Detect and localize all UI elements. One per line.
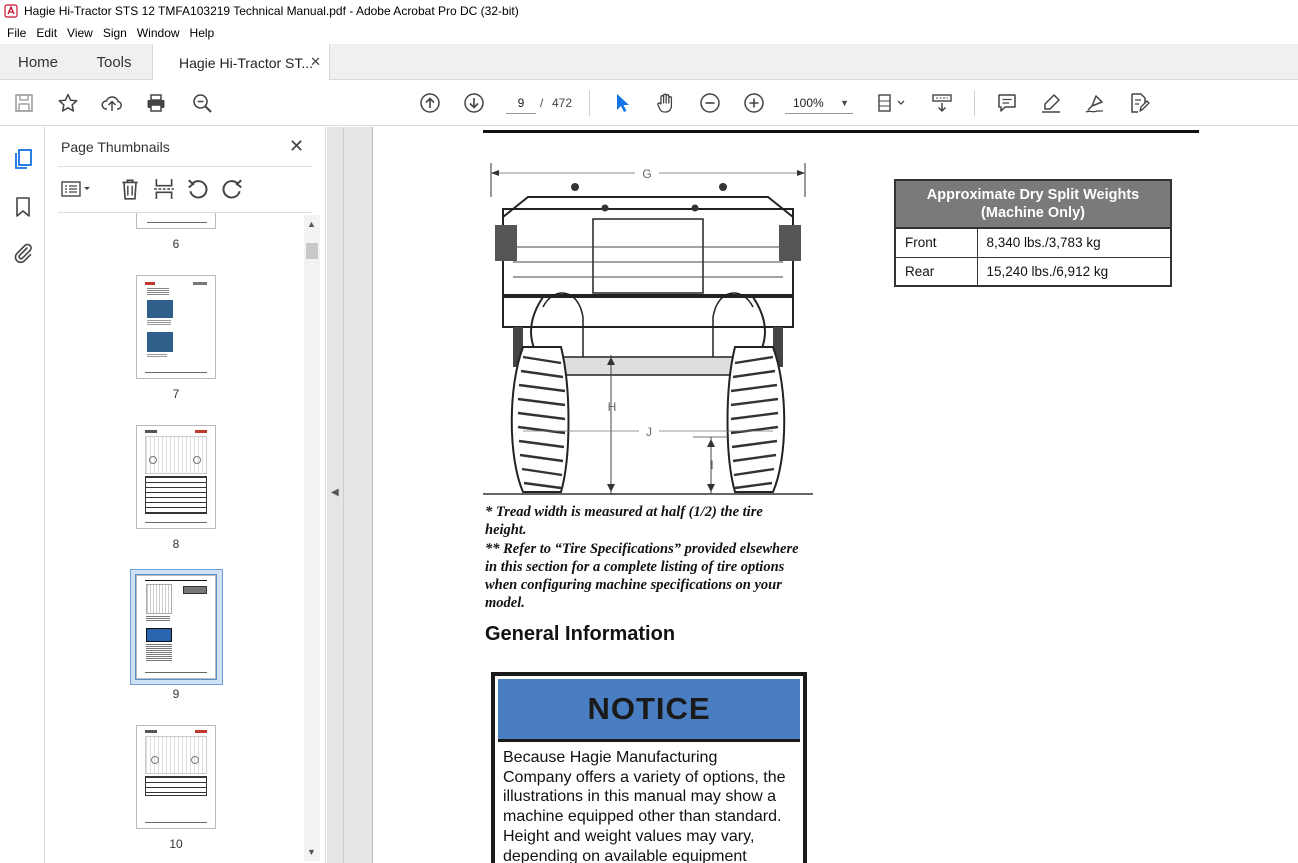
dimension-label-j: J (646, 425, 652, 439)
menu-help[interactable]: Help (189, 26, 215, 40)
thumbnail-page[interactable] (136, 275, 216, 379)
table-cell-label: Front (895, 228, 977, 257)
dimension-label-i: I (710, 458, 714, 472)
note-line: height. (485, 522, 527, 539)
page-number-input[interactable]: 9 (506, 92, 536, 114)
left-navigation-rail (0, 127, 45, 863)
thumbnail-page-selected[interactable] (136, 575, 216, 679)
page-thumbnails-icon[interactable] (11, 147, 35, 171)
menu-edit[interactable]: Edit (36, 26, 58, 40)
collapse-panel-handle[interactable] (327, 127, 344, 863)
close-panel-icon[interactable]: ✕ (289, 136, 305, 156)
menu-sign[interactable]: Sign (102, 26, 127, 40)
document-view (327, 127, 1298, 863)
tab-tools[interactable]: Tools (96, 53, 132, 71)
pdf-page (372, 127, 1298, 863)
window-title: Hagie Hi-Tractor STS 12 TMFA103219 Technical Manual.pdf - Adobe Acrobat Pro DC (32-bit) (24, 4, 519, 18)
bookmark-star-icon[interactable] (56, 91, 80, 115)
select-cursor-icon[interactable] (610, 91, 634, 115)
dry-split-weights-table (894, 179, 1172, 287)
tab-bar (0, 44, 1298, 80)
thumbnail-page[interactable] (136, 425, 216, 529)
tractor-front-view-illustration (483, 157, 813, 502)
acrobat-app-icon (4, 4, 18, 18)
table-header-row (895, 180, 1171, 228)
thumbnail-page[interactable] (136, 213, 216, 229)
rotate-counterclockwise-icon[interactable] (186, 177, 210, 201)
rotate-clockwise-icon[interactable] (220, 177, 244, 201)
chevron-down-icon: ▼ (840, 98, 849, 108)
menu-window[interactable]: Window (136, 26, 180, 40)
delete-page-icon[interactable] (118, 177, 142, 201)
attachments-icon[interactable] (11, 241, 35, 265)
note-line: ** Refer to “Tire Specifications” provided elsewhere (485, 540, 799, 557)
tab-home[interactable]: Home (17, 53, 58, 71)
header-rule (483, 130, 1199, 133)
notice-line: illustrations in this manual may show a (503, 788, 777, 806)
notice-title: NOTICE (498, 679, 800, 742)
scroll-mode-icon[interactable] (930, 91, 954, 115)
title-bar (0, 0, 1298, 22)
thumbnail-label: 9 (172, 687, 180, 701)
extract-pages-icon[interactable] (152, 177, 176, 201)
thumbnail-page[interactable] (136, 725, 216, 829)
comment-icon[interactable] (995, 91, 1019, 115)
close-tab-icon[interactable]: ✕ (310, 54, 321, 69)
notice-line: Company offers a variety of options, the (503, 768, 786, 786)
toolbar-divider (589, 90, 590, 116)
notice-line: depending on available equipment (503, 847, 747, 863)
note-line: in this section for a complete listing of tire options (485, 558, 785, 575)
panel-divider (58, 166, 312, 167)
bookmarks-icon[interactable] (11, 195, 35, 219)
tab-document[interactable] (152, 44, 330, 81)
tab-document-label: Hagie Hi-Tractor ST... (179, 54, 314, 71)
zoom-level-value: 100% (793, 96, 824, 110)
sign-pen-icon[interactable] (1083, 91, 1107, 115)
dimension-label-g: G (642, 167, 652, 181)
thumbnail-label: 8 (172, 537, 180, 551)
chevron-up-icon[interactable]: ▲ (307, 219, 316, 229)
upload-cloud-icon[interactable] (100, 91, 124, 115)
notice-box (491, 672, 807, 863)
thumbnail-label: 10 (169, 837, 183, 851)
page-separator: / (540, 96, 544, 110)
section-heading: General Information (485, 623, 676, 645)
table-cell-value: 15,240 lbs./6,912 kg (977, 257, 1171, 286)
zoom-out-icon[interactable] (698, 91, 722, 115)
table-header (895, 180, 1171, 228)
thumbnail-label: 6 (172, 237, 180, 251)
main-toolbar (0, 80, 1298, 126)
tread-width-note (485, 503, 815, 613)
edit-pdf-icon[interactable] (1127, 91, 1151, 115)
notice-line: Because Hagie Manufacturing (503, 749, 718, 766)
table-row (895, 257, 1171, 286)
fit-page-icon[interactable] (874, 91, 908, 115)
toolbar-divider (974, 90, 975, 116)
previous-page-icon[interactable] (418, 91, 442, 115)
thumbnail-label: 7 (172, 387, 180, 401)
scrollbar-thumb[interactable] (306, 243, 318, 259)
chevron-down-icon[interactable]: ▼ (307, 847, 316, 857)
thumbnail-tools (58, 175, 312, 203)
save-icon[interactable] (12, 91, 36, 115)
zoom-search-icon[interactable] (190, 91, 214, 115)
thumbnail-options-icon[interactable] (60, 177, 94, 201)
hand-tool-icon[interactable] (654, 91, 678, 115)
table-cell-label: Rear (895, 257, 977, 286)
next-page-icon[interactable] (462, 91, 486, 115)
thumbnail-list (46, 213, 304, 863)
chevron-left-icon: ◀ (331, 487, 339, 498)
menu-bar (0, 22, 1298, 44)
print-icon[interactable] (144, 91, 168, 115)
table-cell-value: 8,340 lbs./3,783 kg (977, 228, 1171, 257)
note-line: model. (485, 595, 525, 612)
dimension-label-h: H (607, 400, 617, 414)
table-row (895, 228, 1171, 257)
table-header-line: (Machine Only) (981, 205, 1085, 221)
thumbnail-scrollbar[interactable] (304, 215, 320, 861)
note-line: when configuring machine specifications on your (485, 577, 782, 594)
highlight-pen-icon[interactable] (1039, 91, 1063, 115)
menu-file[interactable]: File (7, 26, 27, 40)
panel-title: Page Thumbnails (61, 139, 170, 155)
note-line: * Tread width is measured at half (1/2) the tire (485, 504, 763, 520)
notice-line: Height and weight values may vary, (503, 827, 755, 845)
total-pages: 472 (552, 96, 573, 110)
notice-line: machine equipped other than standard. (503, 808, 782, 826)
zoom-level-select[interactable] (785, 92, 853, 114)
notice-body (503, 748, 803, 863)
table-header-line: Approximate Dry Split Weights (926, 187, 1140, 203)
page-thumbnails-panel (46, 127, 326, 863)
menu-view[interactable]: View (67, 26, 93, 40)
zoom-in-icon[interactable] (742, 91, 766, 115)
